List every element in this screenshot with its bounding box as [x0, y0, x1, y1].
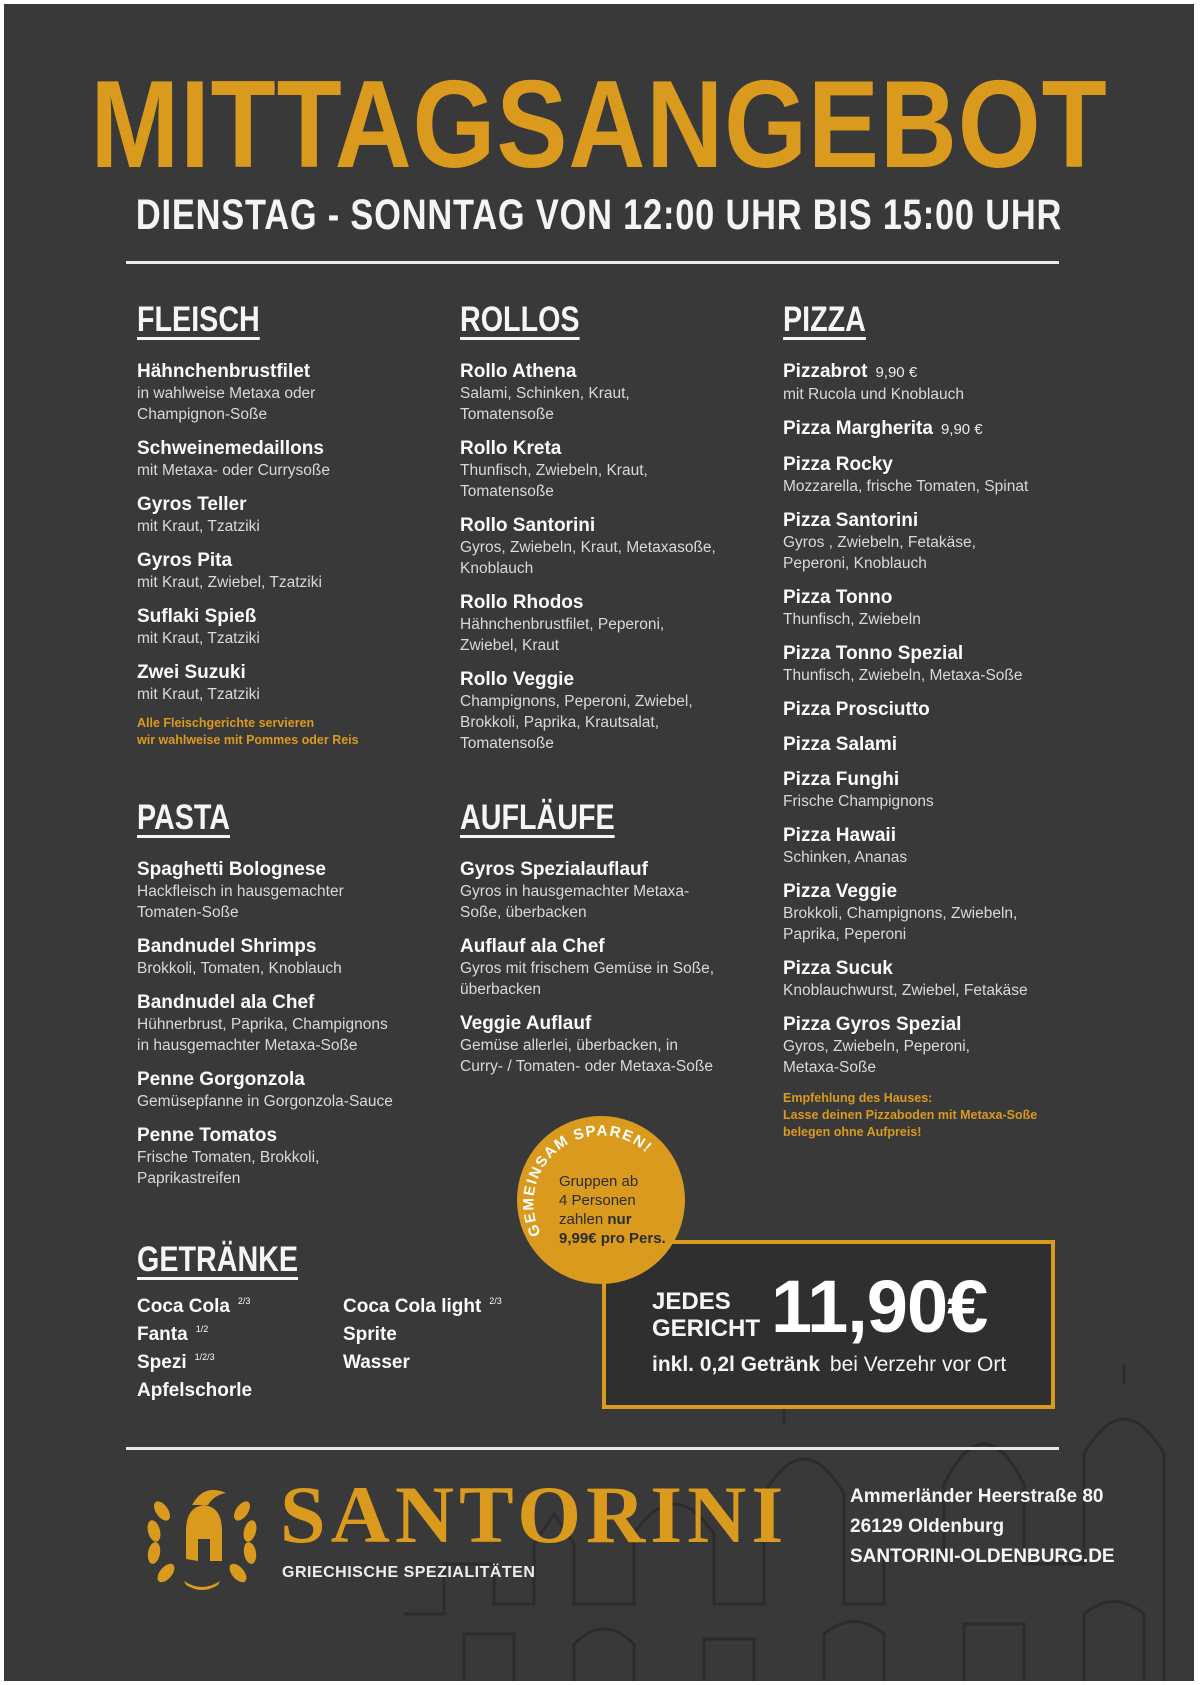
- menu-item: [137, 549, 437, 593]
- item-name: Zwei Suzuki: [137, 662, 246, 683]
- item-desc: Curry- / Tomaten- oder Metaxa-Soße: [460, 1058, 713, 1075]
- menu-item: [460, 1012, 760, 1077]
- drink-item: Spezi $^{1/2/3}$: [137, 1352, 215, 1373]
- menu-item: [783, 509, 1113, 574]
- menu-item: [783, 453, 1113, 497]
- item-desc: mit Kraut, Tzatziki: [137, 686, 260, 703]
- menu-item: [783, 957, 1113, 1001]
- item-desc: Gemüse allerlei, überbacken, in: [460, 1037, 678, 1054]
- fleisch-note: [137, 715, 437, 749]
- menu-item: [460, 668, 760, 754]
- item-name: Pizza Prosciutto: [783, 699, 930, 720]
- item-name: Rollo Rhodos: [460, 592, 584, 613]
- item-price: 9,90 €: [940, 421, 983, 438]
- item-name: Pizzabrot: [783, 361, 868, 382]
- item-desc: mit Metaxa- oder Currysoße: [137, 462, 330, 479]
- item-desc: Brokkoli, Paprika, Krautsalat,: [460, 714, 660, 731]
- item-name: Pizza Rocky: [783, 454, 893, 475]
- address-block: [850, 1482, 1115, 1572]
- item-desc: Peperoni, Knoblauch: [783, 555, 927, 572]
- item-desc: Schinken, Ananas: [783, 849, 908, 866]
- brand-tagline: GRIECHISCHE SPEZIALITÄTEN: [282, 1564, 536, 1581]
- item-name: Pizza Santorini: [783, 510, 919, 531]
- menu-item: [137, 360, 437, 425]
- item-desc: Paprika, Peperoni: [783, 926, 907, 943]
- menu-item: [460, 591, 760, 656]
- item-desc: mit Rucola und Knoblauch: [783, 386, 964, 403]
- section-fleisch: [137, 300, 437, 749]
- section-pasta: [137, 798, 437, 1189]
- note-line: Alle Fleischgerichte servieren: [137, 716, 315, 730]
- menu-item: [460, 437, 760, 502]
- item-desc: Hackfleisch in hausgemachter: [137, 883, 344, 900]
- spartan-helmet-laurel-icon: [134, 1481, 270, 1595]
- item-desc: Frische Champignons: [783, 793, 934, 810]
- menu-poster: [4, 4, 1194, 1681]
- item-desc: Knoblauchwurst, Zwiebel, Fetakäse: [783, 982, 1028, 999]
- item-desc: Frische Tomaten, Brokkoli,: [137, 1149, 320, 1166]
- item-desc: mit Kraut, Zwiebel, Tzatziki: [137, 574, 322, 591]
- item-name: Pizza Sucuk: [783, 958, 893, 979]
- menu-item: [137, 661, 437, 705]
- item-name: Penne Gorgonzola: [137, 1069, 305, 1090]
- item-desc: Gyros, Zwiebeln, Kraut, Metaxasoße,: [460, 539, 716, 556]
- item-price: 9,90 €: [875, 364, 918, 381]
- item-desc: Hühnerbrust, Paprika, Champignons: [137, 1016, 388, 1033]
- item-name: Gyros Teller: [137, 494, 247, 515]
- item-name: Rollo Santorini: [460, 515, 596, 536]
- item-name: Pizza Veggie: [783, 881, 898, 902]
- note-line: wir wahlweise mit Pommes oder Reis: [137, 733, 359, 747]
- item-desc: Thunfisch, Zwiebeln, Kraut,: [460, 462, 648, 479]
- menu-item: [137, 493, 437, 537]
- item-name: Gyros Pita: [137, 550, 233, 571]
- item-desc: Knoblauch: [460, 560, 534, 577]
- item-name: Hähnchenbrustfilet: [137, 361, 311, 382]
- item-name: Bandnudel Shrimps: [137, 936, 317, 957]
- item-desc: Brokkoli, Champignons, Zwiebeln,: [783, 905, 1018, 922]
- item-desc: Gemüsepfanne in Gorgonzola-Sauce: [137, 1093, 393, 1110]
- item-desc: Metaxa-Soße: [783, 1059, 877, 1076]
- website-link[interactable]: SANTORINI-OLDENBURG.DE: [850, 1546, 1115, 1567]
- section-title: FLEISCH: [137, 300, 260, 339]
- page-title: MITTAGSANGEBOT: [90, 56, 1108, 194]
- menu-item: [783, 698, 1113, 721]
- drink-item: Apfelschorle: [137, 1380, 253, 1401]
- item-name: Pizza Margherita: [783, 418, 933, 439]
- menu-item: [783, 360, 1113, 405]
- item-name: Rollo Athena: [460, 361, 577, 382]
- menu-item: [460, 514, 760, 579]
- section-title: PIZZA: [783, 300, 866, 339]
- menu-item: [783, 586, 1113, 630]
- note-line: belegen ohne Aufpreis!: [783, 1125, 922, 1139]
- item-desc: Soße, überbacken: [460, 904, 587, 921]
- item-name: Rollo Kreta: [460, 438, 562, 459]
- brand-name: SANTORINI: [280, 1469, 789, 1560]
- menu-item: [783, 880, 1113, 945]
- drink-item: Sprite: [343, 1324, 397, 1345]
- item-desc: überbacken: [460, 981, 542, 998]
- item-name: Spaghetti Bolognese: [137, 859, 326, 880]
- item-desc: Tomatensoße: [460, 483, 554, 500]
- drink-item: Coca Cola light $^{2/3}$: [343, 1296, 502, 1317]
- section-rollos: [460, 300, 760, 754]
- menu-item: [783, 733, 1113, 756]
- menu-item: [137, 991, 437, 1056]
- item-desc: Salami, Schinken, Kraut,: [460, 385, 630, 402]
- menu-item: [137, 1124, 437, 1189]
- menu-item: [137, 605, 437, 649]
- item-desc: Gyros, Zwiebeln, Peperoni,: [783, 1038, 970, 1055]
- item-desc: Tomatensoße: [460, 735, 554, 752]
- item-name: Bandnudel ala Chef: [137, 992, 315, 1013]
- item-name: Pizza Gyros Spezial: [783, 1014, 962, 1035]
- section-title: AUFLÄUFE: [460, 798, 615, 837]
- section-auflaeufe: [460, 798, 760, 1077]
- item-name: Schweinemedaillons: [137, 438, 324, 459]
- item-name: Pizza Tonno: [783, 587, 893, 608]
- menu-item: [783, 824, 1113, 868]
- pizza-note: [783, 1090, 1113, 1141]
- section-title: GETRÄNKE: [137, 1240, 299, 1279]
- item-desc: Thunfisch, Zwiebeln, Metaxa-Soße: [783, 667, 1023, 684]
- menu-item: [460, 858, 760, 923]
- offer-price: 11,90€: [771, 1265, 988, 1348]
- item-desc: Thunfisch, Zwiebeln: [783, 611, 921, 628]
- menu-item: [460, 360, 760, 425]
- offer-conditions: inkl. 0,2l Getränk bei Verzehr vor Ort: [652, 1353, 1007, 1376]
- item-desc: Champignons, Peperoni, Zwiebel,: [460, 693, 693, 710]
- note-line: Empfehlung des Hauses:: [783, 1091, 933, 1105]
- section-pizza: [783, 300, 1113, 1141]
- offer-label: JEDES GERICHT: [652, 1288, 760, 1342]
- menu-item: [783, 642, 1113, 686]
- menu-item: [783, 768, 1113, 812]
- menu-item: [137, 858, 437, 923]
- item-desc: Hähnchenbrustfilet, Peperoni,: [460, 616, 665, 633]
- menu-item: [137, 935, 437, 979]
- item-desc: Zwiebel, Kraut: [460, 637, 560, 654]
- item-name: Pizza Hawaii: [783, 825, 896, 846]
- item-desc: Gyros in hausgemachter Metaxa-: [460, 883, 690, 900]
- badge-text: Gruppen ab 4 Personen zahlen nur 9,99€ pro Pers.: [559, 1173, 666, 1247]
- menu-item: [783, 417, 1113, 441]
- item-name: Pizza Salami: [783, 734, 898, 755]
- menu-item: [460, 935, 760, 1000]
- address-street: Ammerländer Heerstraße 80: [850, 1486, 1104, 1507]
- item-name: Rollo Veggie: [460, 669, 575, 690]
- item-desc: Mozzarella, frische Tomaten, Spinat: [783, 478, 1029, 495]
- badge-arc-label: GEMEINSAM SPAREN!: [520, 1122, 656, 1240]
- section-getraenke: [137, 1240, 537, 1280]
- item-name: Veggie Auflauf: [460, 1013, 592, 1034]
- item-name: Gyros Spezialauflauf: [460, 859, 648, 880]
- item-desc: mit Kraut, Tzatziki: [137, 518, 260, 535]
- item-name: Auflauf ala Chef: [460, 936, 605, 957]
- item-desc: Brokkoli, Tomaten, Knoblauch: [137, 960, 342, 977]
- item-desc: mit Kraut, Tzatziki: [137, 630, 260, 647]
- item-name: Pizza Tonno Spezial: [783, 643, 964, 664]
- group-discount-badge: [517, 1116, 685, 1284]
- menu-item: [137, 437, 437, 481]
- section-title: ROLLOS: [460, 300, 580, 339]
- address-city: 26129 Oldenburg: [850, 1516, 1005, 1537]
- item-desc: Gyros , Zwiebeln, Fetakäse,: [783, 534, 976, 551]
- menu-item: [783, 1013, 1113, 1078]
- menu-item: [137, 1068, 437, 1112]
- note-line: Lasse deinen Pizzaboden mit Metaxa-Soße: [783, 1108, 1038, 1122]
- item-desc: in hausgemachter Metaxa-Soße: [137, 1037, 358, 1054]
- drinks-list: [137, 1296, 537, 1416]
- item-name: Suflaki Spieß: [137, 606, 257, 627]
- opening-hours: DIENSTAG - SONNTAG VON 12:00 UHR BIS 15:00 UHR: [135, 191, 1063, 239]
- divider-top: [126, 261, 1059, 264]
- drink-item: Fanta $^{1/2}$: [137, 1324, 209, 1345]
- item-desc: Champignon-Soße: [137, 406, 268, 423]
- item-desc: in wahlweise Metaxa oder: [137, 385, 316, 402]
- item-desc: Paprikastreifen: [137, 1170, 241, 1187]
- drink-item: Coca Cola $^{2/3}$: [137, 1296, 251, 1317]
- item-name: Pizza Funghi: [783, 769, 900, 790]
- item-desc: Tomaten-Soße: [137, 904, 239, 921]
- item-name: Penne Tomatos: [137, 1125, 278, 1146]
- drink-item: Wasser: [343, 1352, 410, 1373]
- item-desc: Gyros mit frischem Gemüse in Soße,: [460, 960, 715, 977]
- divider-bottom: [126, 1447, 1059, 1450]
- section-title: PASTA: [137, 798, 231, 837]
- item-desc: Tomatensoße: [460, 406, 554, 423]
